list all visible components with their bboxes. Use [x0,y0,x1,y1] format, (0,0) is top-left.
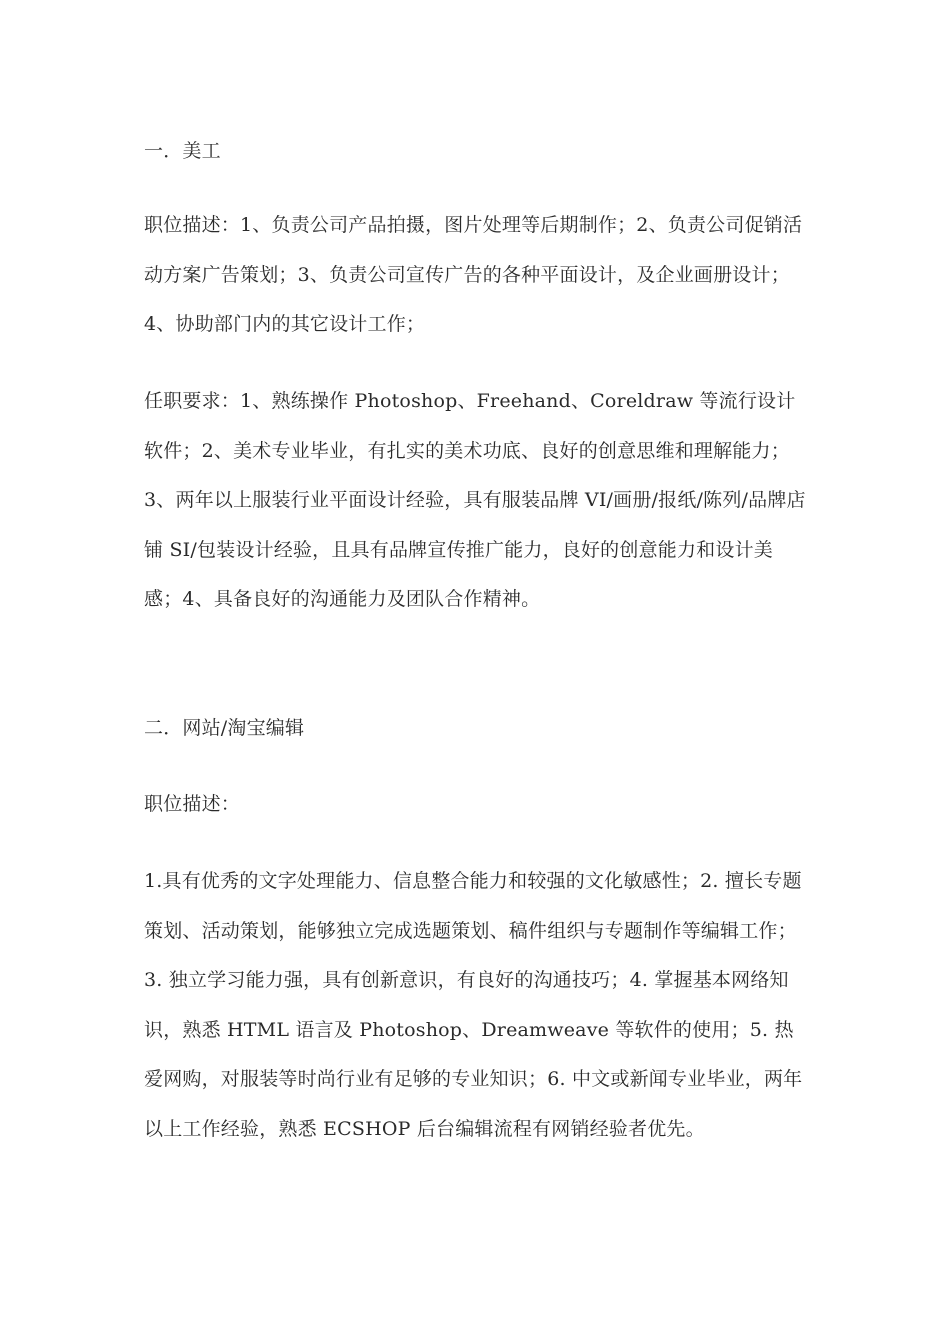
section-1-title: 一．美工 [144,140,221,162]
section-2-title: 二．网站/淘宝编辑 [144,717,305,739]
section-1-description: 职位描述：1、负责公司产品拍摄，图片处理等后期制作；2、负责公司促销活动方案广告策划；3、负责公司宣传广告的各种平面设计，及企业画册设计；4、协助部门内的其它设计工作； [144,214,803,335]
section-2-description: 1.具有优秀的文字处理能力、信息整合能力和较强的文化敏感性；2. 擅长专题策划、活动策划，能够独立完成选题策划、稿件组织与专题制作等编辑工作；3. 独立学习能力强，具有创新意识，有良好的沟通技巧；4. 掌握基本网络知识，熟悉 HTML 语言及 Photoshop、Dreamweave 等软件的使用；5. 热爱网购，对服装等时尚行业有足够的专业知识；6. 中文或新闻专业毕业，两年以上工作经验，熟悉 ECSHOP 后台编辑流程有网销经验者优先。 [144,870,803,1140]
section-2-description-label: 职位描述： [144,793,241,815]
section-1-requirements: 任职要求：1、熟练操作 Photoshop、Freehand、Coreldraw 等流行设计软件；2、美术专业毕业，有扎实的美术功底、良好的创意思维和理解能力；3、两年以上服装行业平面设计经验，具有服装品牌 VI/画册/报纸/陈列/品牌店铺 SI/包装设计经验，且具有品牌宣传推广能力，良好的创意能力和设计美感；4、具备良好的沟通能力及团队合作精神。 [144,390,806,610]
